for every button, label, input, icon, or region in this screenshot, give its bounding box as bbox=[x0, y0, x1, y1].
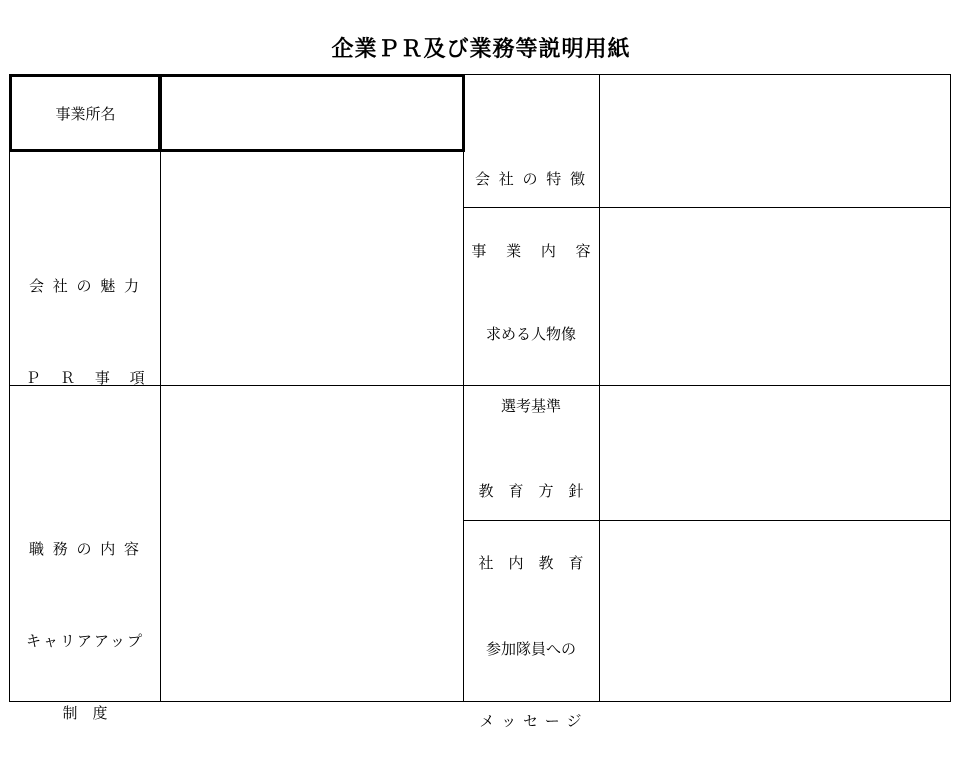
job-content-field[interactable] bbox=[161, 386, 463, 701]
company-appeal-label-line1: 会 社 の 魅 力 bbox=[28, 277, 142, 295]
message-label bbox=[466, 589, 596, 757]
company-features-field[interactable] bbox=[600, 75, 950, 207]
education-policy-field[interactable] bbox=[600, 386, 950, 520]
company-features-label-line1: 会 社 の 特 徴 bbox=[474, 170, 588, 188]
form-title: 企業ＰＲ及び業務等説明用紙 bbox=[331, 37, 631, 62]
desired-person-label bbox=[466, 274, 596, 442]
office-name-field[interactable] bbox=[159, 74, 465, 152]
left-table-right-border bbox=[463, 150, 464, 702]
education-policy-label-line2: 社 内 教 育 bbox=[478, 554, 584, 572]
company-features-label-line2: 事 業 内 容 bbox=[471, 242, 591, 260]
company-appeal-label-line2: Ｐ Ｒ 事 項 bbox=[25, 369, 145, 387]
job-content-label-line3: 制 度 bbox=[62, 704, 108, 722]
office-name-label: 事業所名 bbox=[55, 104, 116, 123]
left-table-outer-left-border bbox=[9, 150, 10, 702]
job-content-label bbox=[12, 489, 158, 749]
company-features-label bbox=[466, 119, 596, 287]
right-table-right-border bbox=[950, 74, 951, 702]
desired-person-field[interactable] bbox=[600, 208, 950, 385]
desired-person-label-line2: 選考基準 bbox=[500, 397, 561, 415]
education-policy-label-line1: 教 育 方 針 bbox=[478, 482, 584, 500]
message-label-line2: メ ッ セ ー ジ bbox=[479, 712, 583, 730]
company-appeal-label bbox=[12, 226, 158, 414]
company-appeal-field[interactable] bbox=[161, 152, 463, 385]
message-label-line1: 参加隊員への bbox=[485, 640, 576, 658]
message-field[interactable] bbox=[600, 521, 950, 701]
job-content-label-line1: 職 務 の 内 容 bbox=[28, 540, 142, 558]
job-content-label-line2: キャリアアップ bbox=[26, 632, 144, 650]
education-policy-label bbox=[466, 431, 596, 599]
desired-person-label-line1: 求める人物像 bbox=[485, 325, 576, 343]
